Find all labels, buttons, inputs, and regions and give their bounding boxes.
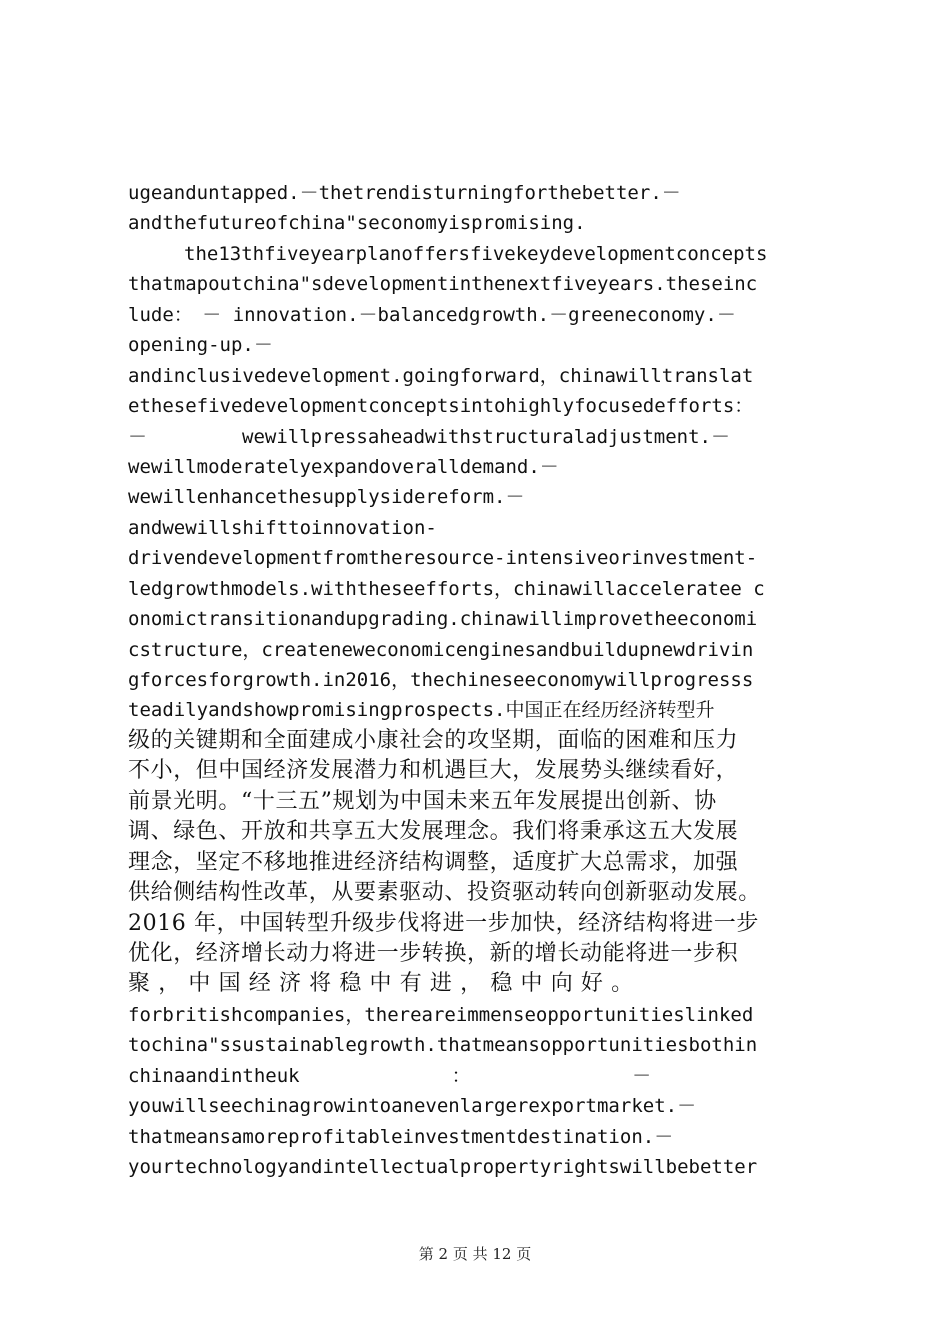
text-line: 级的关键期和全面建成小康社会的攻坚期，面临的困难和压力 xyxy=(128,727,739,753)
text-line: andinclusivedevelopment.goingforward，chinawilltranslat xyxy=(128,364,754,387)
text-line: opening-up.－ xyxy=(128,334,273,357)
text-line: 前景光明。“十三五”规划为中国未来五年发展提出创新、协 xyxy=(128,788,717,814)
text-line: 聚 ， 中 国 经 济 将 稳 中 有 进 ， 稳 中 向 好 。 xyxy=(128,971,634,997)
text-line: yourtechnologyandintellectualpropertyrightswillbebetter xyxy=(128,1156,758,1178)
text-line: thatmapoutchina"sdevelopmentinthenextfiveyears.theseinc xyxy=(128,273,758,296)
text-line: 调、绿色、开放和共享五大发展理念。我们将秉承这五大发展 xyxy=(128,819,739,845)
text-line: andwewillshifttoinnovation- xyxy=(128,516,437,539)
text-line: ethesefivedevelopmentconceptsintohighlyfocusedefforts： xyxy=(128,395,754,418)
document-body xyxy=(128,178,834,1182)
text-line: thatmeansamoreprofitableinvestmentdestination.－ xyxy=(128,1125,674,1148)
text-line: lude： － innovation.－balancedgrowth.－greeneconomy.－ xyxy=(128,303,736,326)
text-line: teadilyandshowpromisingprospects.中国正在经历经济转型升 xyxy=(128,699,715,722)
text-line: － wewillpressaheadwithstructuraladjustment.－ xyxy=(128,425,730,448)
text-line: forbritishcompanies，thereareimmenseopportunitieslinked xyxy=(128,1003,754,1026)
text-line: wewillmoderatelyexpandoveralldemand.－ xyxy=(128,455,559,478)
text-line: 优化，经济增长动力将进一步转换，新的增长动能将进一步积 xyxy=(128,940,739,966)
text-line: cstructure，createneweconomicenginesandbuildupnewdrivin xyxy=(128,638,754,661)
text-line: ugeanduntapped.－thetrendisturningforthebetter.－ xyxy=(128,182,681,204)
text-line: wewillenhancethesupplysidereform.－ xyxy=(128,486,525,509)
text-line: 理念，坚定不移地推进经济结构调整，适度扩大总需求，加强 xyxy=(128,849,739,875)
text-line: 2016 年，中国转型升级步伐将进一步加快，经济结构将进一步 xyxy=(128,910,759,936)
text-line: 不小，但中国经济发展潜力和机遇巨大，发展势头继续看好， xyxy=(128,758,739,784)
text-line: tochina"ssustainablegrowth.thatmeansopportunitiesbothin xyxy=(128,1034,758,1057)
text-line: gforcesforgrowth.in2016，thechineseeconomywillprogresss xyxy=(128,669,754,691)
text-line: drivendevelopmentfromtheresource-intensiveorinvestment- xyxy=(128,547,758,570)
text-line: 供给侧结构性改革，从要素驱动、投资驱动转向创新驱动发展。 xyxy=(128,880,761,906)
text-line: ledgrowthmodels.withtheseefforts，chinawillacceleratee c xyxy=(128,577,765,600)
text-line: onomictransitionandupgrading.chinawillimprovetheeconomi xyxy=(128,608,758,631)
page-number-footer: 第 2 页 共 12 页 xyxy=(418,1245,532,1263)
text-line: chinaandintheuk ： － xyxy=(128,1064,652,1087)
text-line: andthefutureofchina"seconomyispromising. xyxy=(128,212,586,235)
text-line: youwillseechinagrowintoanevenlargerexportmarket.－ xyxy=(128,1095,697,1118)
text-line: the13thfiveyearplanoffersfivekeydevelopmentconcepts xyxy=(184,242,768,265)
